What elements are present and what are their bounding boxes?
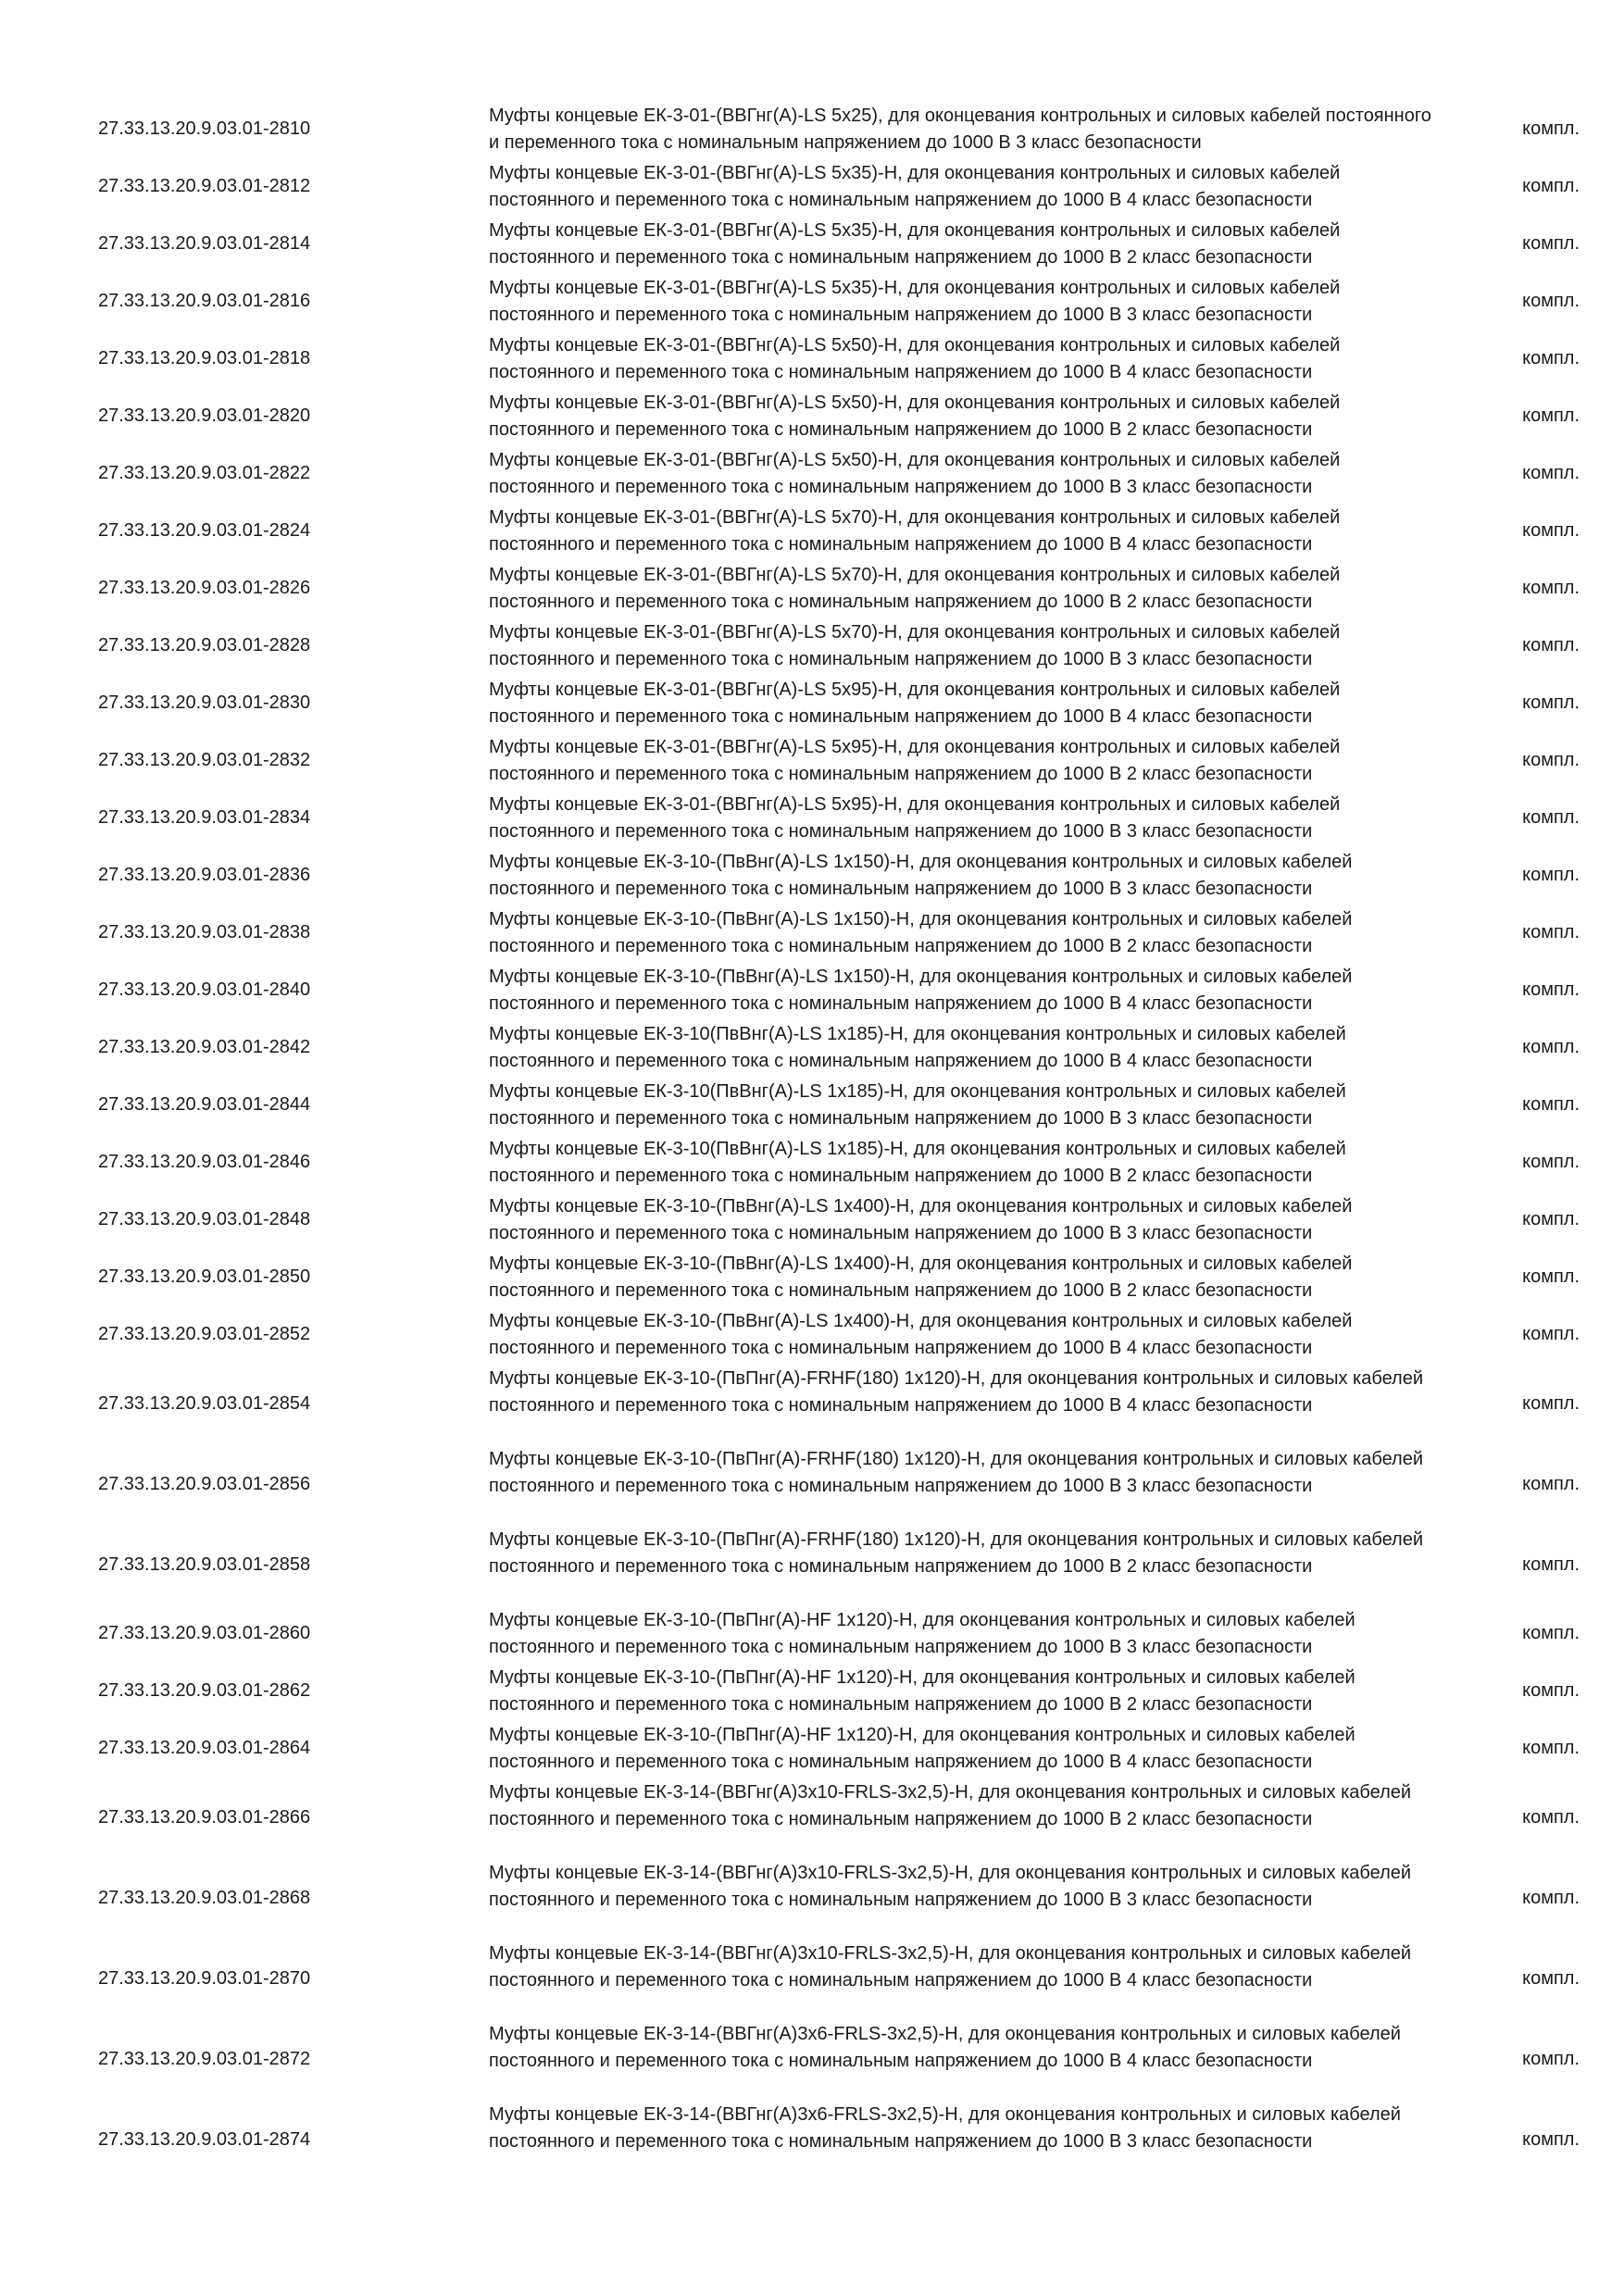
table-row [0,731,1624,789]
row-unit: компл. [1522,119,1580,139]
table-row [0,215,1624,272]
row-code: 27.33.13.20.9.03.01-2862 [98,1680,311,1701]
row-code: 27.33.13.20.9.03.01-2854 [98,1392,311,1414]
row-description: Муфты концевые ЕК-3-01-(ВВГнг(А)-LS 5x95)-Н, для оконцевания контрольных и силовых кабелей постоянного и переменного тока с номинальным напряжением до 1000 В 2 класс безопасности [489,737,1341,784]
row-unit: компл. [1522,865,1580,885]
row-description: Муфты концевые ЕК-3-10(ПвВнг(А)-LS 1x185)-Н, для оконцевания контрольных и силовых кабелей постоянного и переменного тока с номинальным напряжением до 1000 В 3 класс безопасности [489,1081,1346,1129]
table-row [0,1719,1624,1777]
row-description: Муфты концевые ЕК-3-14-(ВВГнг(А)3x10-FRLS-3x2,5)-Н, для оконцевания контрольных и силовых кабелей постоянного и переменного тока с номинальным напряжением до 1000 В 4 класс безопасности [489,1943,1412,1990]
table-row [0,444,1624,502]
row-unit: компл. [1522,1680,1580,1701]
row-unit: компл. [1522,176,1580,196]
row-code: 27.33.13.20.9.03.01-2834 [98,807,311,828]
row-code: 27.33.13.20.9.03.01-2816 [98,291,311,311]
table-row [0,1018,1624,1076]
table-row [0,904,1624,961]
row-unit: компл. [1522,922,1580,942]
row-unit: компл. [1522,1738,1580,1758]
row-code: 27.33.13.20.9.03.01-2866 [98,1806,311,1828]
row-description: Муфты концевые ЕК-3-10-(ПвВнг(А)-LS 1x150)-Н, для оконцевания контрольных и силовых кабелей постоянного и переменного тока с номинальным напряжением до 1000 В 3 класс безопасности [489,852,1353,899]
price-list-table [0,100,1624,2179]
row-unit: компл. [1522,1887,1580,1908]
row-code: 27.33.13.20.9.03.01-2842 [98,1037,311,1057]
row-description: Муфты концевые ЕК-3-01-(ВВГнг(А)-LS 5x95)-Н, для оконцевания контрольных и силовых кабелей постоянного и переменного тока с номинальным напряжением до 1000 В 3 класс безопасности [489,794,1341,842]
table-row [0,502,1624,559]
row-description: Муфты концевые ЕК-3-01-(ВВГнг(А)-LS 5x70)-Н, для оконцевания контрольных и силовых кабелей постоянного и переменного тока с номинальным напряжением до 1000 В 2 класс безопасности [489,565,1341,612]
row-description: Муфты концевые ЕК-3-01-(ВВГнг(А)-LS 5x70)-Н, для оконцевания контрольных и силовых кабелей постоянного и переменного тока с номинальным напряжением до 1000 В 4 класс безопасности [489,507,1341,555]
table-row [0,272,1624,330]
row-unit: компл. [1522,980,1580,1000]
row-description: Муфты концевые ЕК-3-14-(ВВГнг(А)3x10-FRLS-3x2,5)-Н, для оконцевания контрольных и силовых кабелей постоянного и переменного тока с номинальным напряжением до 1000 В 3 класс безопасности [489,1863,1412,1910]
row-code: 27.33.13.20.9.03.01-2812 [98,176,311,196]
row-unit: компл. [1522,1623,1580,1643]
row-code: 27.33.13.20.9.03.01-2846 [98,1152,311,1172]
row-description: Муфты концевые ЕК-3-10-(ПвПнг(А)-HF 1x120)-Н, для оконцевания контрольных и силовых кабелей постоянного и переменного тока с номинальным напряжением до 1000 В 4 класс безопасности [489,1725,1355,1772]
table-row [0,100,1624,157]
table-row [0,846,1624,904]
table-row [0,1443,1624,1524]
table-row [0,2099,1624,2179]
row-description: Муфты концевые ЕК-3-10-(ПвВнг(А)-LS 1x150)-Н, для оконцевания контрольных и силовых кабелей постоянного и переменного тока с номинальным напряжением до 1000 В 2 класс безопасности [489,909,1353,956]
row-description: Муфты концевые ЕК-3-01-(ВВГнг(А)-LS 5x35)-Н, для оконцевания контрольных и силовых кабелей постоянного и переменного тока с номинальным напряжением до 1000 В 4 класс безопасности [489,163,1341,210]
table-row [0,617,1624,674]
row-unit: компл. [1522,1094,1580,1115]
table-row [0,1777,1624,1857]
row-unit: компл. [1522,1806,1580,1828]
row-code: 27.33.13.20.9.03.01-2864 [98,1738,311,1758]
row-description: Муфты концевые ЕК-3-10-(ПвПнг(А)-HF 1x120)-Н, для оконцевания контрольных и силовых кабелей постоянного и переменного тока с номинальным напряжением до 1000 В 2 класс безопасности [489,1667,1355,1715]
row-description: Муфты концевые ЕК-3-10(ПвВнг(А)-LS 1x185)-Н, для оконцевания контрольных и силовых кабелей постоянного и переменного тока с номинальным напряжением до 1000 В 2 класс безопасности [489,1139,1346,1186]
row-code: 27.33.13.20.9.03.01-2822 [98,463,311,483]
row-code: 27.33.13.20.9.03.01-2840 [98,980,311,1000]
row-code: 27.33.13.20.9.03.01-2818 [98,348,311,368]
row-code: 27.33.13.20.9.03.01-2848 [98,1209,311,1229]
row-description: Муфты концевые ЕК-3-01-(ВВГнг(А)-LS 5x50)-Н, для оконцевания контрольных и силовых кабелей постоянного и переменного тока с номинальным напряжением до 1000 В 3 класс безопасности [489,450,1341,497]
table-row [0,1305,1624,1363]
row-description: Муфты концевые ЕК-3-10-(ПвПнг(А)-FRHF(180) 1x120)-Н, для оконцевания контрольных и силовых кабелей постоянного и переменного тока с номинальным напряжением до 1000 В 4 класс безопасности [489,1368,1424,1416]
row-description: Муфты концевые ЕК-3-10-(ПвПнг(А)-FRHF(180) 1x120)-Н, для оконцевания контрольных и силовых кабелей постоянного и переменного тока с номинальным напряжением до 1000 В 2 класс безопасности [489,1529,1424,1577]
row-description: Муфты концевые ЕК-3-10(ПвВнг(А)-LS 1x185)-Н, для оконцевания контрольных и силовых кабелей постоянного и переменного тока с номинальным напряжением до 1000 В 4 класс безопасности [489,1024,1346,1071]
row-unit: компл. [1522,520,1580,541]
row-code: 27.33.13.20.9.03.01-2832 [98,750,311,770]
row-code: 27.33.13.20.9.03.01-2810 [98,119,311,139]
row-description: Муфты концевые ЕК-3-10-(ПвПнг(А)-HF 1x120)-Н, для оконцевания контрольных и силовых кабелей постоянного и переменного тока с номинальным напряжением до 1000 В 3 класс безопасности [489,1610,1355,1657]
row-code: 27.33.13.20.9.03.01-2850 [98,1267,311,1287]
row-unit: компл. [1522,463,1580,483]
row-description: Муфты концевые ЕК-3-14-(ВВГнг(А)3x6-FRLS-3x2,5)-Н, для оконцевания контрольных и силовых кабелей постоянного и переменного тока с номинальным напряжением до 1000 В 3 класс безопасности [489,2104,1401,2152]
row-code: 27.33.13.20.9.03.01-2838 [98,922,311,942]
table-row [0,1662,1624,1719]
row-unit: компл. [1522,406,1580,426]
table-row [0,1133,1624,1191]
row-description: Муфты концевые ЕК-3-01-(ВВГнг(А)-LS 5x50)-Н, для оконцевания контрольных и силовых кабелей постоянного и переменного тока с номинальным напряжением до 1000 В 4 класс безопасности [489,335,1341,382]
row-description: Муфты концевые ЕК-3-10-(ПвВнг(А)-LS 1x400)-Н, для оконцевания контрольных и силовых кабелей постоянного и переменного тока с номинальным напряжением до 1000 В 4 класс безопасности [489,1311,1353,1358]
row-code: 27.33.13.20.9.03.01-2860 [98,1623,311,1643]
row-code: 27.33.13.20.9.03.01-2824 [98,520,311,541]
row-unit: компл. [1522,1209,1580,1229]
row-unit: компл. [1522,1554,1580,1575]
row-unit: компл. [1522,348,1580,368]
row-description: Муфты концевые ЕК-3-10-(ПвВнг(А)-LS 1x400)-Н, для оконцевания контрольных и силовых кабелей постоянного и переменного тока с номинальным напряжением до 1000 В 3 класс безопасности [489,1196,1353,1243]
row-description: Муфты концевые ЕК-3-01-(ВВГнг(А)-LS 5x25), для оконцевания контрольных и силовых кабелей постоянного и переменного тока с номинальным напряжением до 1000 В 3 класс безопасности [489,106,1431,153]
row-unit: компл. [1522,1392,1580,1414]
row-description: Муфты концевые ЕК-3-01-(ВВГнг(А)-LS 5x50)-Н, для оконцевания контрольных и силовых кабелей постоянного и переменного тока с номинальным напряжением до 1000 В 2 класс безопасности [489,393,1341,440]
table-row [0,1604,1624,1662]
row-unit: компл. [1522,1473,1580,1494]
row-unit: компл. [1522,693,1580,713]
table-row [0,1857,1624,1938]
row-description: Муфты концевые ЕК-3-14-(ВВГнг(А)3x6-FRLS-3x2,5)-Н, для оконцевания контрольных и силовых кабелей постоянного и переменного тока с номинальным напряжением до 1000 В 4 класс безопасности [489,2024,1401,2071]
table-row [0,674,1624,731]
row-code: 27.33.13.20.9.03.01-2858 [98,1554,311,1575]
row-description: Муфты концевые ЕК-3-10-(ПвПнг(А)-FRHF(180) 1x120)-Н, для оконцевания контрольных и силовых кабелей постоянного и переменного тока с номинальным напряжением до 1000 В 3 класс безопасности [489,1449,1424,1496]
table-row [0,330,1624,387]
row-description: Муфты концевые ЕК-3-01-(ВВГнг(А)-LS 5x95)-Н, для оконцевания контрольных и силовых кабелей постоянного и переменного тока с номинальным напряжением до 1000 В 4 класс безопасности [489,680,1341,727]
row-code: 27.33.13.20.9.03.01-2872 [98,2048,311,2069]
row-description: Муфты концевые ЕК-3-10-(ПвВнг(А)-LS 1x400)-Н, для оконцевания контрольных и силовых кабелей постоянного и переменного тока с номинальным напряжением до 1000 В 2 класс безопасности [489,1254,1353,1301]
table-row [0,387,1624,444]
row-unit: компл. [1522,233,1580,254]
row-description: Муфты концевые ЕК-3-10-(ПвВнг(А)-LS 1x150)-Н, для оконцевания контрольных и силовых кабелей постоянного и переменного тока с номинальным напряжением до 1000 В 4 класс безопасности [489,967,1353,1014]
row-unit: компл. [1522,1324,1580,1344]
row-code: 27.33.13.20.9.03.01-2828 [98,635,311,655]
row-code: 27.33.13.20.9.03.01-2844 [98,1094,311,1115]
row-description: Муфты концевые ЕК-3-01-(ВВГнг(А)-LS 5x35)-Н, для оконцевания контрольных и силовых кабелей постоянного и переменного тока с номинальным напряжением до 1000 В 3 класс безопасности [489,278,1341,325]
row-unit: компл. [1522,2128,1580,2150]
row-code: 27.33.13.20.9.03.01-2814 [98,233,311,254]
row-code: 27.33.13.20.9.03.01-2868 [98,1887,311,1908]
row-code: 27.33.13.20.9.03.01-2820 [98,406,311,426]
row-code: 27.33.13.20.9.03.01-2870 [98,1967,311,1989]
table-row [0,559,1624,617]
row-description: Муфты концевые ЕК-3-01-(ВВГнг(А)-LS 5x70)-Н, для оконцевания контрольных и силовых кабелей постоянного и переменного тока с номинальным напряжением до 1000 В 3 класс безопасности [489,622,1341,669]
table-row [0,1191,1624,1248]
table-row [0,1248,1624,1305]
row-description: Муфты концевые ЕК-3-14-(ВВГнг(А)3x10-FRLS-3x2,5)-Н, для оконцевания контрольных и силовых кабелей постоянного и переменного тока с номинальным напряжением до 1000 В 2 класс безопасности [489,1782,1412,1829]
row-unit: компл. [1522,1967,1580,1989]
row-unit: компл. [1522,2048,1580,2069]
table-row [0,961,1624,1018]
row-unit: компл. [1522,807,1580,828]
row-code: 27.33.13.20.9.03.01-2874 [98,2128,311,2150]
row-code: 27.33.13.20.9.03.01-2852 [98,1324,311,1344]
row-unit: компл. [1522,291,1580,311]
row-code: 27.33.13.20.9.03.01-2826 [98,578,311,598]
row-unit: компл. [1522,1267,1580,1287]
table-row [0,1938,1624,2018]
row-description: Муфты концевые ЕК-3-01-(ВВГнг(А)-LS 5x35)-Н, для оконцевания контрольных и силовых кабелей постоянного и переменного тока с номинальным напряжением до 1000 В 2 класс безопасности [489,220,1341,268]
row-unit: компл. [1522,578,1580,598]
row-code: 27.33.13.20.9.03.01-2830 [98,693,311,713]
table-row [0,157,1624,215]
row-unit: компл. [1522,635,1580,655]
table-row [0,2018,1624,2099]
table-row [0,1076,1624,1133]
row-unit: компл. [1522,1037,1580,1057]
row-code: 27.33.13.20.9.03.01-2856 [98,1473,311,1494]
row-unit: компл. [1522,750,1580,770]
table-row [0,1524,1624,1604]
row-unit: компл. [1522,1152,1580,1172]
row-code: 27.33.13.20.9.03.01-2836 [98,865,311,885]
table-row [0,789,1624,846]
table-row [0,1363,1624,1443]
